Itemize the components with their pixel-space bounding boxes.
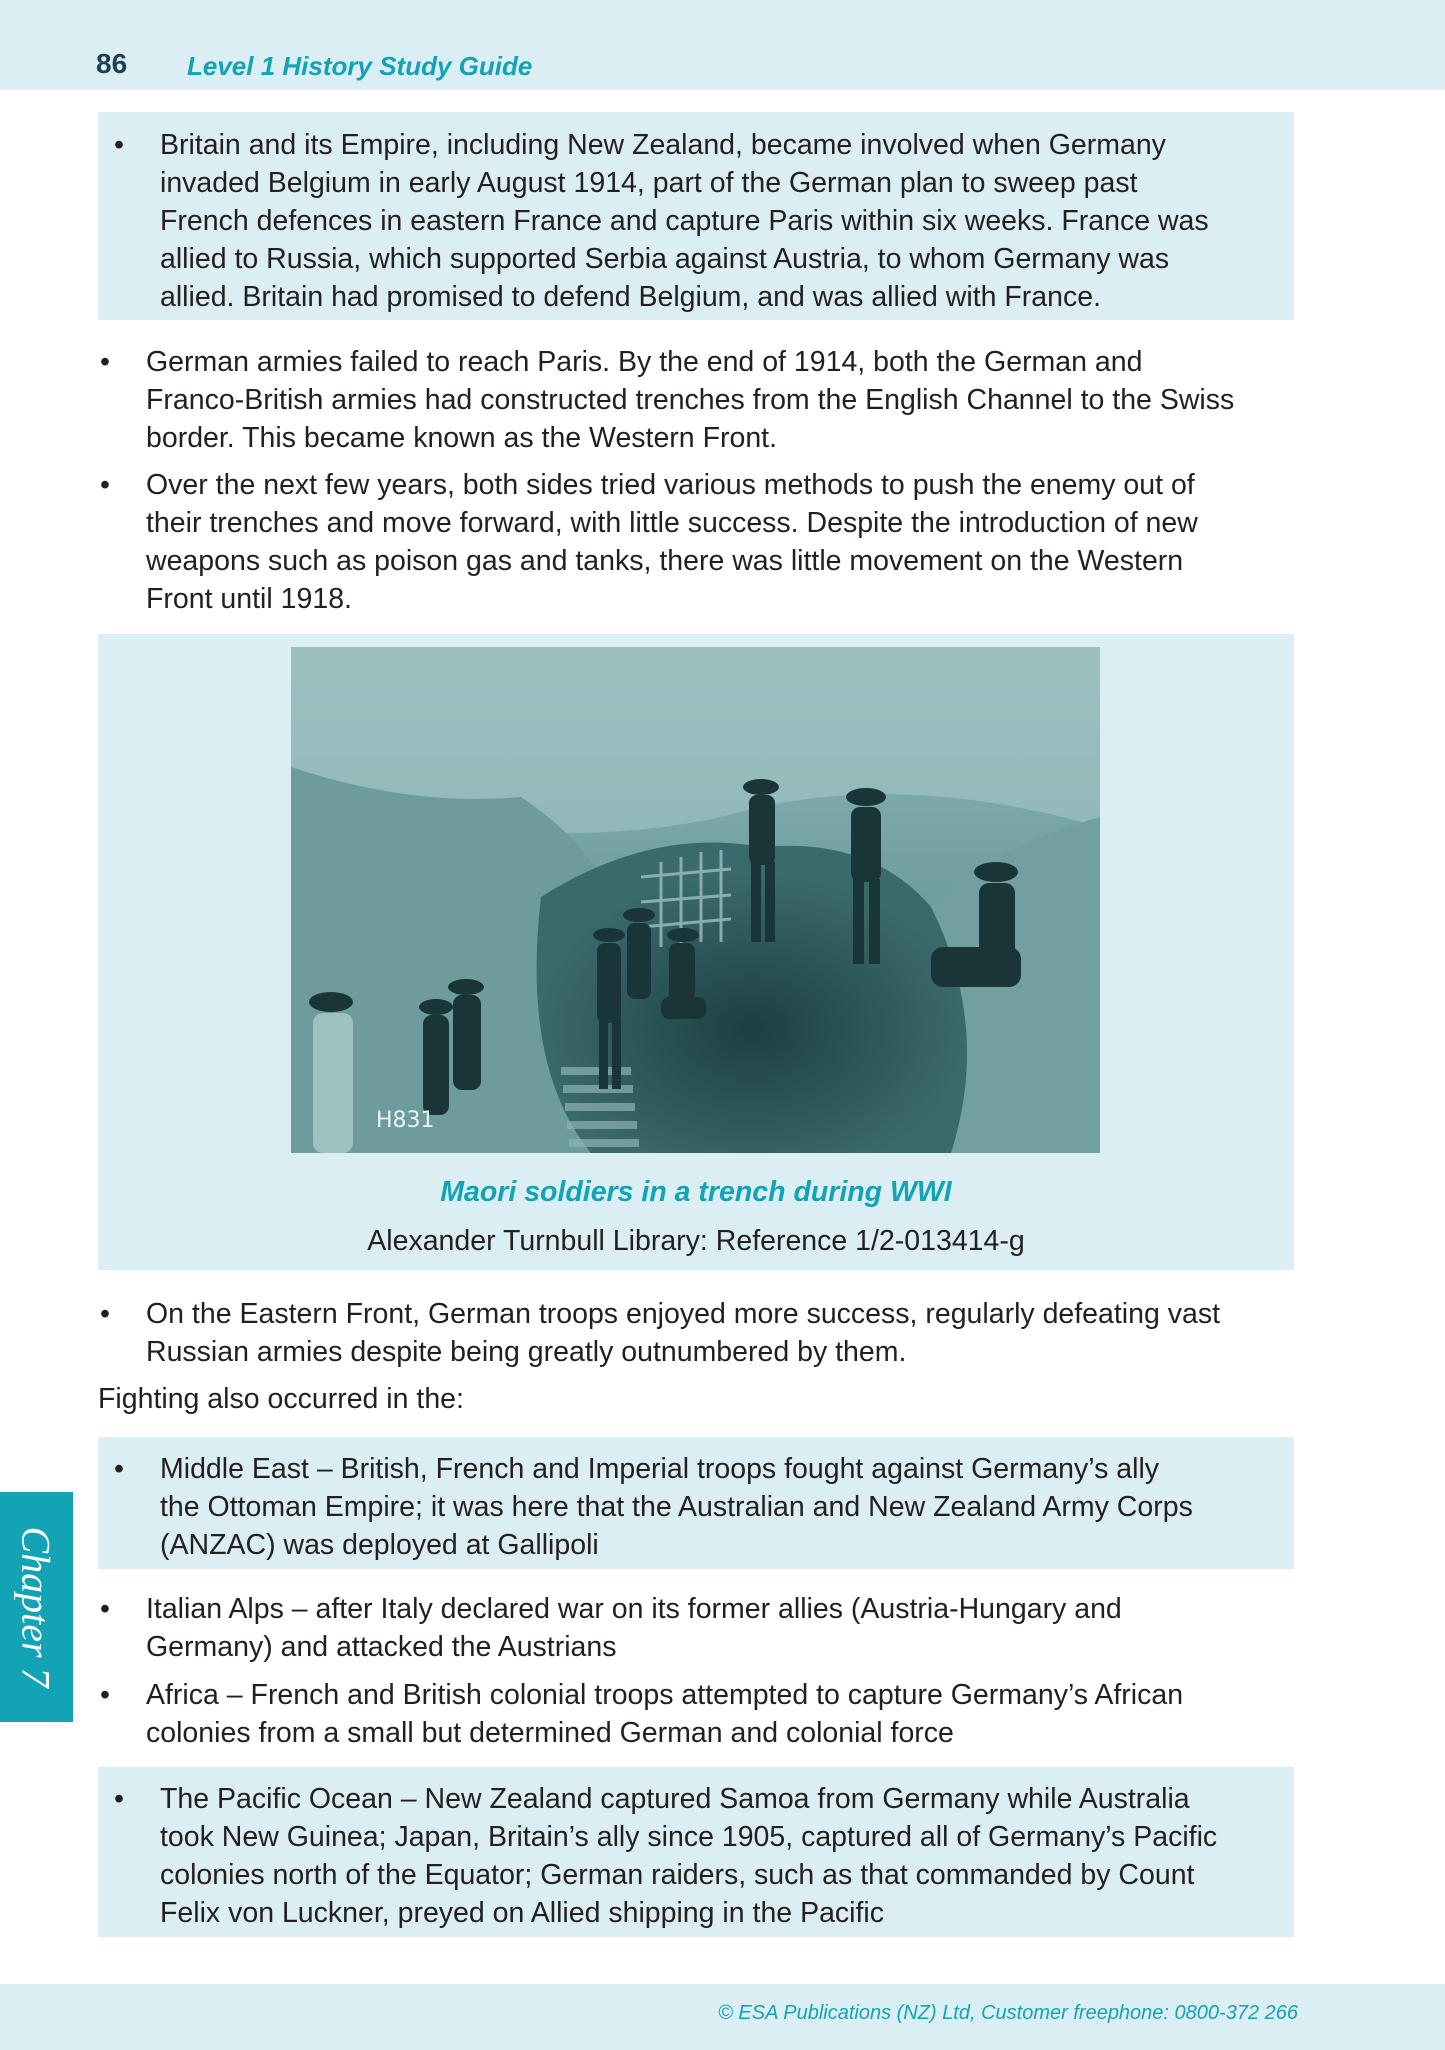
bullet-icon: •: [100, 1298, 110, 1330]
list-item: • The Pacific Ocean – New Zealand captured Samoa from Germany while Australia took New Guinea; Japan, Britain’s ally since 1905, captured all of Germany’s Pacific colonies north of the Equator; German raiders, such as that commanded by Count Felix von Luckner, preyed on Allied shipping in the Pacific: [114, 1780, 1284, 1932]
trench-photo-illustration: [291, 647, 1100, 1153]
list-item: • German armies failed to reach Paris. By the end of 1914, both the German and Franco-British armies had constructed trenches from the English Channel to the Swiss border. This became known as the Western Front.: [100, 343, 1300, 457]
photo-label: H831: [376, 1108, 435, 1133]
bullet-icon: •: [114, 1783, 124, 1815]
bullet-icon: •: [100, 1679, 110, 1711]
list-item: • Over the next few years, both sides tried various methods to push the enemy out of their trenches and move forward, with little success. Despite the introduction of new weapons such as poison gas and tanks, there was little movement on the Western Front until 1918.: [100, 466, 1300, 618]
bullet-icon: •: [114, 1453, 124, 1485]
list-item: • Africa – French and British colonial troops attempted to capture Germany’s African colonies from a small but determined German and colonial force: [100, 1676, 1300, 1752]
trench-photo: [291, 647, 1100, 1153]
list-item: • On the Eastern Front, German troops enjoyed more success, regularly defeating vast Russian armies despite being greatly outnumbered by them.: [100, 1295, 1300, 1371]
figure-caption-title: Maori soldiers in a trench during WWI: [440, 1176, 952, 1208]
bullet-icon: •: [100, 469, 110, 501]
list-item: • Britain and its Empire, including New Zealand, became involved when Germany invaded Belgium in early August 1914, part of the German plan to sweep past French defences in eastern France and capture Paris within six weeks. France was allied to Russia, which supported Serbia against Austria, to whom Germany was allied. Britain had promised to defend Belgium, and was allied with France.: [114, 126, 1284, 316]
book-title: Level 1 History Study Guide: [187, 51, 533, 81]
fighting-intro: Fighting also occurred in the:: [98, 1383, 464, 1415]
list-item: • Middle East – British, French and Imperial troops fought against Germany’s ally the Ottoman Empire; it was here that the Australian and New Zealand Army Corps (ANZAC) was deployed at Gallipoli: [114, 1450, 1284, 1564]
bullet-icon: •: [100, 1593, 110, 1625]
chapter-label: Chapter 7: [13, 1526, 59, 1688]
page-number: 86: [96, 48, 128, 79]
figure-caption-reference: Alexander Turnbull Library: Reference 1/2-013414-g: [367, 1225, 1025, 1257]
bullet-icon: •: [100, 346, 110, 378]
list-item: • Italian Alps – after Italy declared war on its former allies (Austria-Hungary and Germany) and attacked the Austrians: [100, 1590, 1300, 1666]
footer-copyright: © ESA Publications (NZ) Ltd, Customer freephone: 0800-372 266: [718, 2002, 1298, 2024]
bullet-icon: •: [114, 129, 124, 161]
